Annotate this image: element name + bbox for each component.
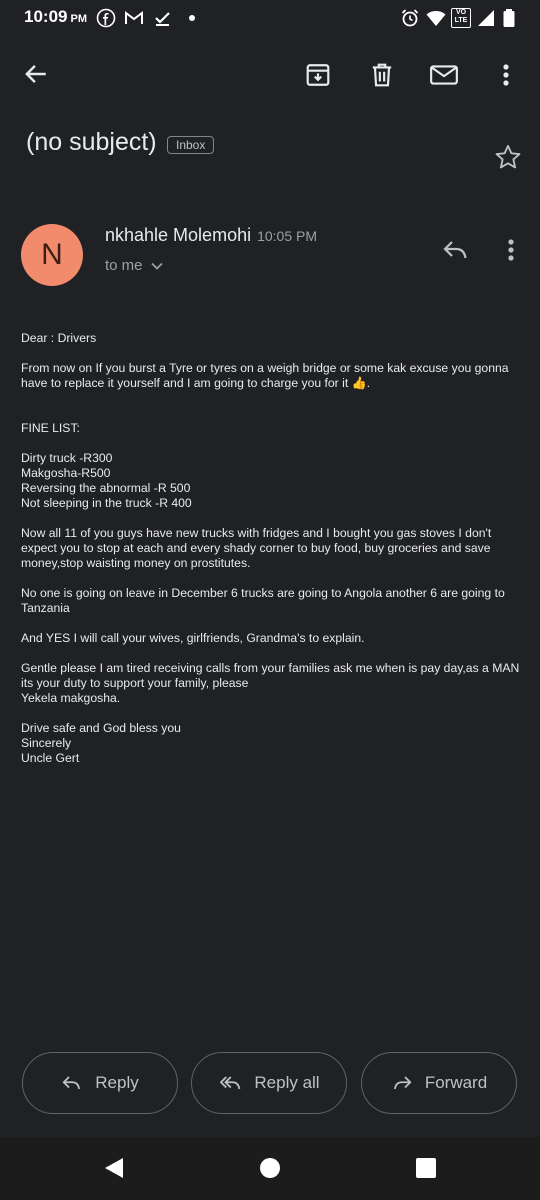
more-vert-icon	[507, 237, 515, 263]
body-paragraph: And YES I will call your wives, girlfriends, Grandma's to explain.	[21, 631, 365, 645]
reply-all-button[interactable]	[191, 1052, 347, 1114]
body-paragraph: Now all 11 of you guys have new trucks with fridges and I bought you gas stoves I don't expect you to stop at each and every shady corner to buy food, buy groceries and save money,stop waisting money on prostitutes.	[21, 526, 492, 570]
sender-header[interactable]	[105, 225, 317, 246]
battery-icon	[499, 8, 519, 28]
wifi-icon	[426, 8, 446, 28]
facebook-notification-icon	[96, 8, 116, 28]
body-paragraph: No one is going on leave in December 6 trucks are going to Angola another 6 are going to Tanzania	[21, 586, 505, 615]
nav-recents-button[interactable]	[406, 1148, 446, 1188]
nav-recents-icon	[416, 1158, 436, 1178]
reply-icon	[61, 1074, 83, 1092]
message-more-button[interactable]	[491, 230, 531, 270]
sender-name: nkhahle Molemohi	[105, 225, 252, 245]
closing	[21, 721, 526, 766]
fine-item: Makgosha-R500	[21, 466, 111, 480]
nav-back-icon	[103, 1156, 125, 1180]
body-line: Gentle please I am tired receiving calls from your families ask me when is pay day,as a MAN its your duty to support your family, please	[21, 661, 520, 690]
greeting: Dear : Drivers	[21, 331, 97, 345]
delete-button[interactable]	[362, 55, 402, 95]
nav-home-icon	[259, 1157, 281, 1179]
chevron-down-icon	[151, 262, 163, 270]
body-paragraph	[21, 661, 526, 706]
reply-all-button-label: Reply all	[254, 1073, 320, 1092]
sender-avatar[interactable]: N	[21, 224, 83, 286]
nav-back-button[interactable]	[94, 1148, 134, 1188]
gmail-notification-icon	[124, 8, 144, 28]
signature: Uncle Gert	[21, 751, 80, 765]
reply-all-icon	[218, 1074, 242, 1092]
more-vert-icon	[502, 62, 510, 88]
recipient-label: to me	[105, 257, 143, 274]
mark-unread-icon	[429, 62, 459, 88]
status-time: 10:09 PM	[24, 7, 87, 26]
closing-line: Drive safe and God bless you	[21, 721, 181, 735]
forward-button-label: Forward	[424, 1073, 488, 1092]
body-line: Yekela makgosha.	[21, 691, 121, 705]
reply-icon	[442, 238, 470, 262]
delete-icon	[369, 62, 395, 88]
fine-item: Reversing the abnormal -R 500	[21, 481, 191, 495]
forward-button[interactable]	[361, 1052, 517, 1114]
alarm-icon	[400, 8, 420, 28]
system-navigation-bar	[0, 1137, 540, 1200]
fine-list-heading: FINE LIST:	[21, 421, 80, 435]
received-time: 10:05 PM	[257, 228, 318, 244]
more-options-button[interactable]	[486, 55, 526, 95]
email-body	[21, 331, 526, 781]
inbox-label-chip[interactable]: Inbox	[167, 136, 214, 154]
recipient-details-toggle[interactable]	[105, 257, 163, 274]
reply-quick-button[interactable]	[436, 230, 476, 270]
volte-lte-icon: VO LTE	[451, 8, 471, 28]
status-bar	[0, 0, 540, 36]
download-done-icon	[153, 8, 173, 28]
reply-button-label: Reply	[95, 1073, 139, 1092]
back-button[interactable]	[16, 54, 56, 94]
mark-unread-button[interactable]	[424, 55, 464, 95]
star-button[interactable]	[488, 137, 528, 177]
fine-item: Dirty truck -R300	[21, 451, 113, 465]
more-notifications-dot-icon	[182, 8, 202, 28]
reply-button[interactable]	[22, 1052, 178, 1114]
archive-icon	[305, 62, 331, 88]
fine-list	[21, 451, 526, 511]
back-arrow-icon	[23, 61, 49, 87]
email-subject: (no subject)	[26, 128, 157, 156]
forward-icon	[391, 1074, 413, 1092]
fine-item: Not sleeping in the truck -R 400	[21, 496, 192, 510]
nav-home-button[interactable]	[250, 1148, 290, 1188]
archive-button[interactable]	[298, 55, 338, 95]
body-paragraph: From now on If you burst a Tyre or tyres on a weigh bridge or some kak excuse you gonna have to replace it yourself and I am going to charge you for it 👍.	[21, 361, 509, 390]
star-icon	[494, 143, 522, 171]
closing-line: Sincerely	[21, 736, 72, 750]
signal-icon	[476, 8, 496, 28]
